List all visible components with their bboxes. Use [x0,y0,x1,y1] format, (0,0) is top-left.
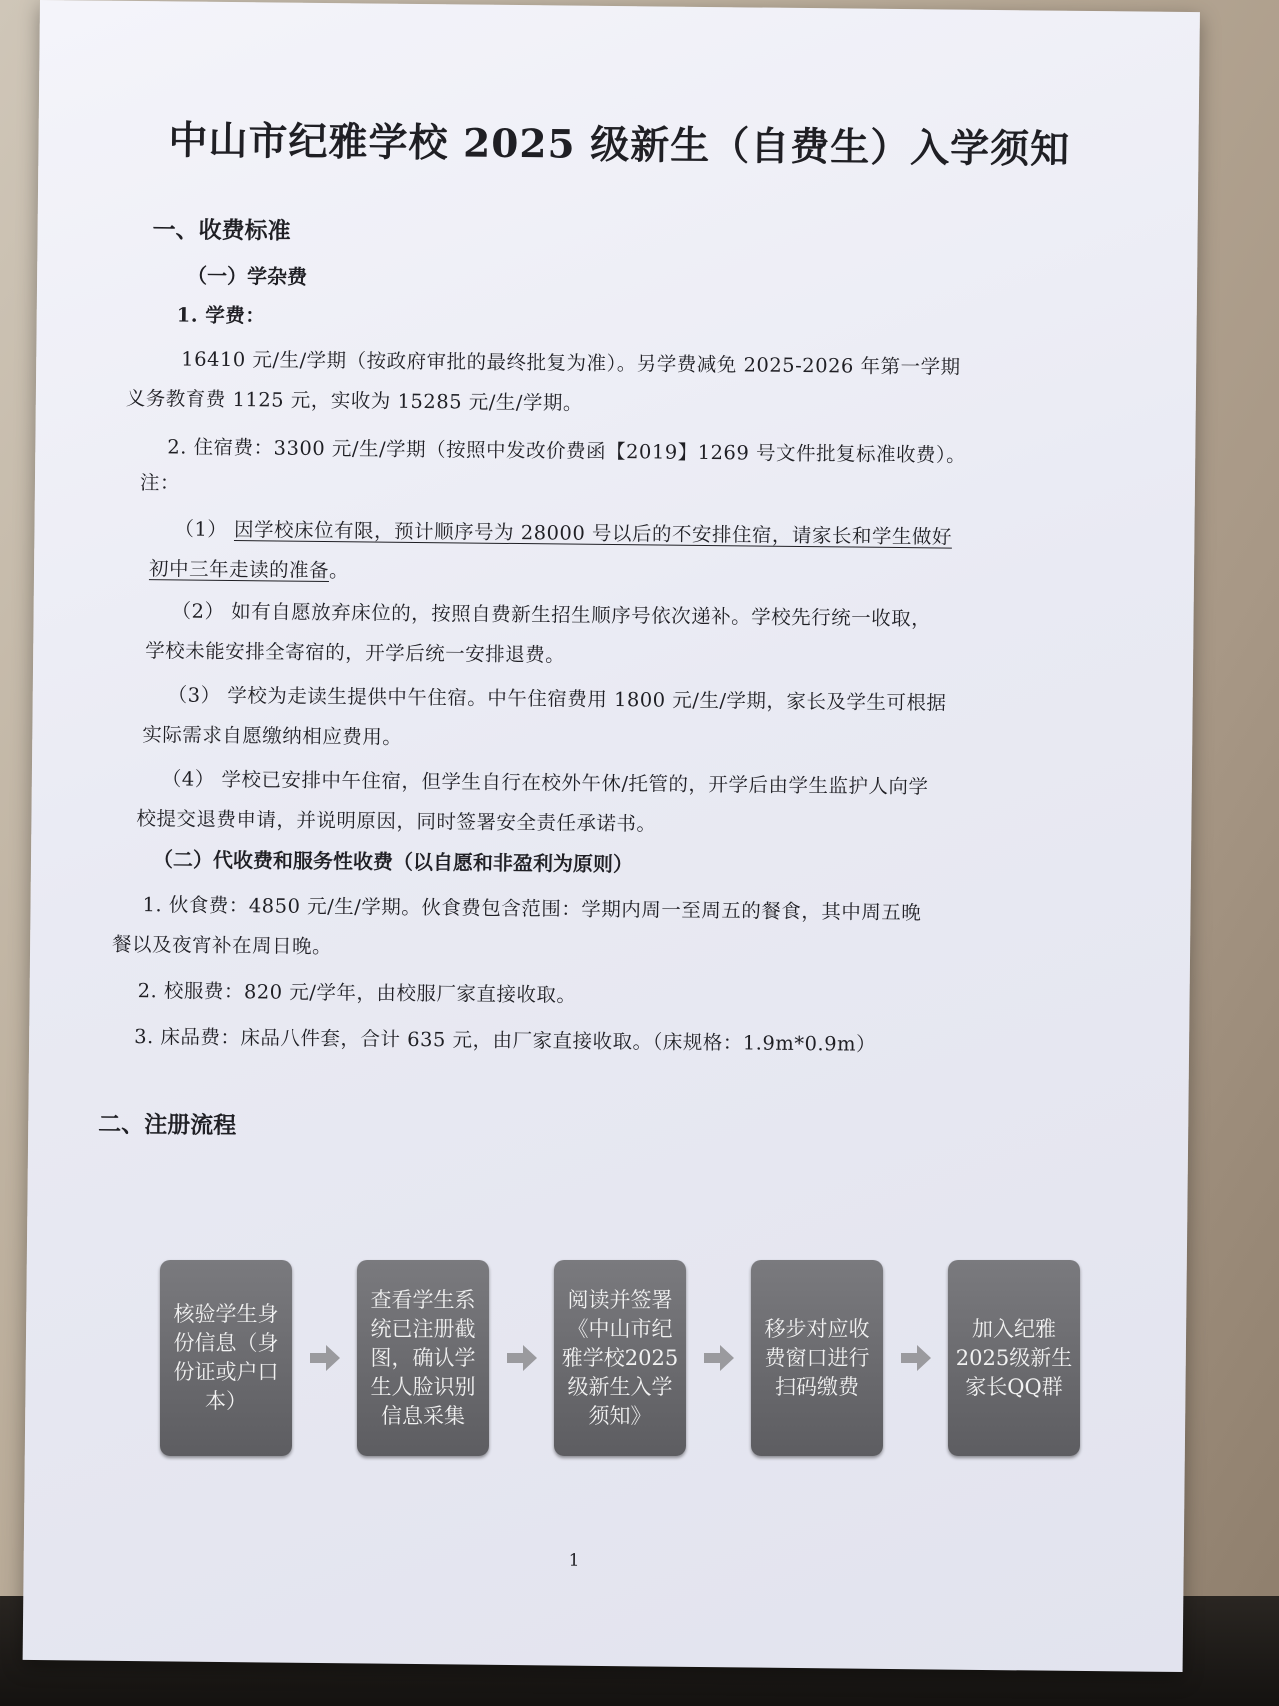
dorm-fee-line: 2. 住宿费：3300 元/生/学期（按照中发改价费函【2019】1269 号文件批复标准收费）。 [167,435,967,467]
page-number: 1 [568,1550,580,1571]
note4-line-2: 校提交退费申请，并说明原因，同时签署安全责任承诺书。 [136,807,657,836]
subsection-heading-service-fees: （二）代收费和服务性收费（以自愿和非盈利为原则） [152,847,634,877]
note4-line-1: （4） 学校已安排中午住宿，但学生自行在校外午休/托管的，开学后由学生监护人向学 [161,767,929,799]
note3-line-1: （3） 学校为走读生提供中午住宿。中午住宿费用 1800 元/生/学期，家长及学生可根据 [167,683,947,715]
arrow-right-icon [899,1343,933,1373]
note-label: 注： [139,471,181,495]
note1-line-1 [174,513,952,549]
flow-step-3: 阅读并签署《中山市纪雅学校2025级新生入学须知》 [554,1260,686,1456]
note1-number: （1） [174,517,228,541]
meal-fee-line-2: 餐以及夜宵补在周日晚。 [111,932,333,959]
flow-step-4: 移步对应收费窗口进行扫码缴费 [751,1260,883,1456]
flow-step-5: 加入纪雅2025级新生家长QQ群 [948,1260,1080,1456]
note1-end: 。 [328,559,350,583]
flow-step-1: 核验学生身份信息（身份证或户口本） [160,1260,292,1456]
uniform-fee-line: 2. 校服费：820 元/学年，由校服厂家直接收取。 [137,979,577,1007]
arrow-right-icon [702,1343,736,1373]
section-heading-registration: 二、注册流程 [98,1110,237,1140]
tuition-line-1: 16410 元/生/学期（按政府审批的最终批复为准）。另学费减免 2025-2026 年第一学期 [181,347,961,379]
document-title: 中山市纪雅学校 2025 级新生（自费生）入学须知 [168,117,1071,173]
bedding-fee-line: 3. 床品费：床品八件套，合计 635 元，由厂家直接收取。（床规格：1.9m*0.9m） [134,1025,877,1056]
registration-flow [160,1258,1080,1458]
note2-line-1: （2） 如有自愿放弃床位的，按照自费新生招生顺序号依次递补。学校先行统一收取， [171,599,932,631]
arrow-right-icon [505,1343,539,1373]
section-heading-fees: 一、收费标准 [152,216,291,245]
note1-line-2 [149,553,349,583]
note1-text-1: 因学校床位有限，预计顺序号为 28000 号以后的不安排住宿，请家长和学生做好 [233,518,953,549]
tuition-line-2: 义务教育费 1125 元，实收为 15285 元/生/学期。 [125,386,584,415]
note2-line-2: 学校未能安排全寄宿的，开学后统一安排退费。 [145,639,566,667]
note3-line-2: 实际需求自愿缴纳相应费用。 [142,723,403,749]
meal-fee-line-1: 1. 伙食费：4850 元/生/学期。伙食费包含范围：学期内周一至周五的餐食，其中周五晚 [142,893,922,925]
subsection-heading-tuition: （一）学杂费 [186,263,308,289]
arrow-right-icon [308,1343,342,1373]
flow-step-2: 查看学生系统已注册截图，确认学生人脸识别信息采集 [357,1260,489,1456]
note1-text-2: 初中三年走读的准备 [148,557,330,583]
tuition-label: 1. 学费： [176,303,266,328]
